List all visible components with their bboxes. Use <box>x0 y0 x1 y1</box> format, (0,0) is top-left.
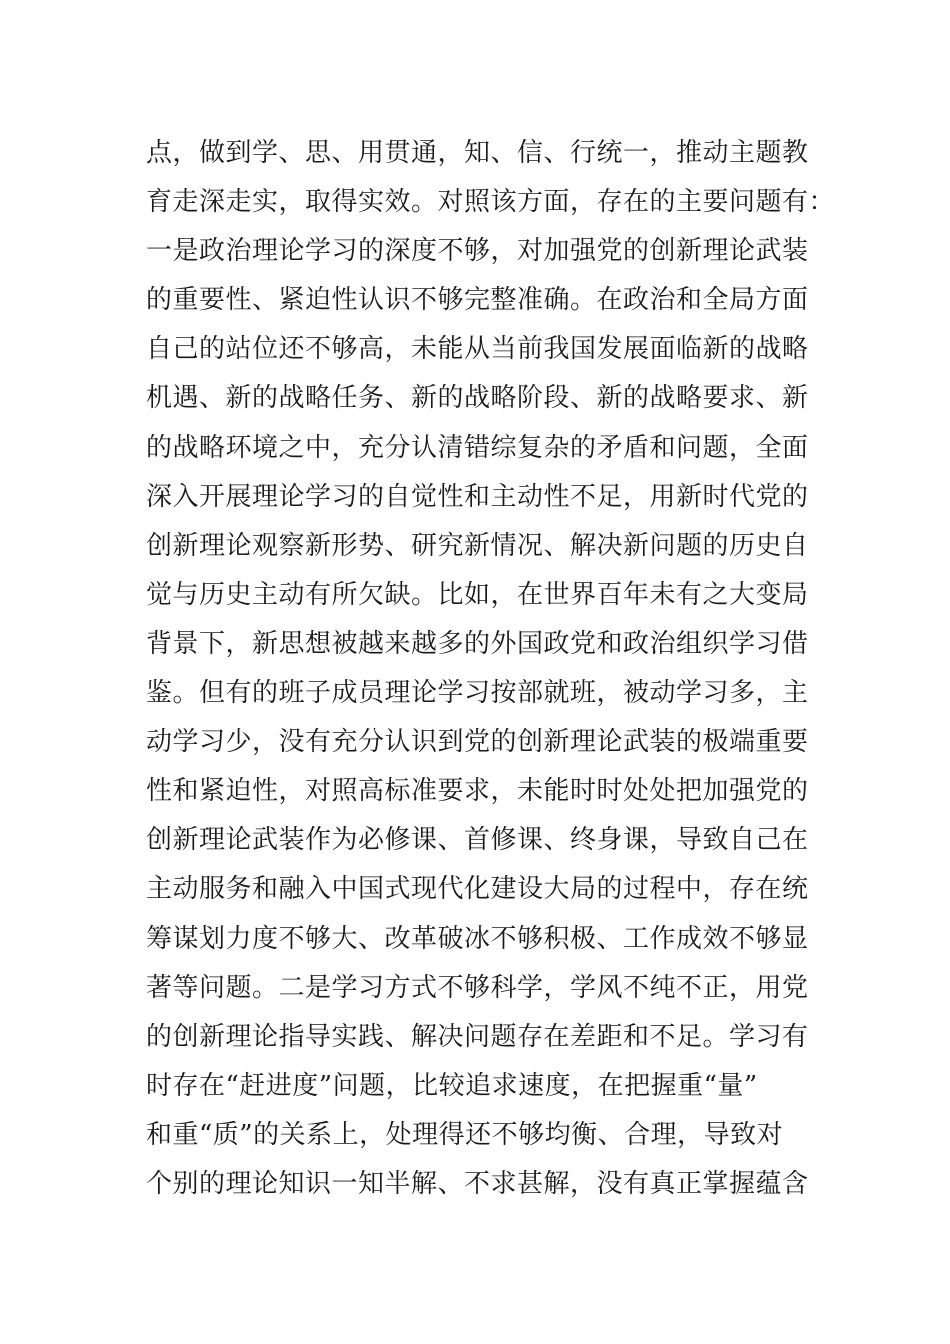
text-line: 创新理论武装作为必修课、首修课、终身课，导致自己在 <box>146 825 809 856</box>
text-line: 点，做到学、思、用贯通，知、信、行统一，推动主题教 <box>146 138 809 168</box>
text-line: 深入开展理论学习的自觉性和主动性不足，用新时代党的 <box>146 481 809 512</box>
text-line: 个别的理论知识一知半解、不求甚解，没有真正掌握蕴含 <box>146 1168 809 1199</box>
body-text <box>146 129 836 1209</box>
text-line: 筹谋划力度不够大、改革破冰不够积极、工作成效不够显 <box>146 923 809 954</box>
text-line: 时存在“赶进度”问题，比较追求速度，在把握重“量” <box>146 1070 758 1101</box>
text-line: 的重要性、紧迫性认识不够完整准确。在政治和全局方面 <box>146 285 809 316</box>
text-line: 鉴。但有的班子成员理论学习按部就班，被动学习多，主 <box>146 678 809 709</box>
text-line: 觉与历史主动有所欠缺。比如，在世界百年未有之大变局 <box>146 579 809 610</box>
text-line: 著等问题。二是学习方式不够科学，学风不纯不正，用党 <box>146 972 809 1003</box>
text-line: 一是政治理论学习的深度不够，对加强党的创新理论武装 <box>146 236 809 267</box>
text-line: 创新理论观察新形势、研究新情况、解决新问题的历史自 <box>146 530 809 561</box>
text-line: 育走深走实，取得实效。对照该方面，存在的主要问题有： <box>146 187 836 218</box>
text-line: 主动服务和融入中国式现代化建设大局的过程中，存在统 <box>146 874 809 905</box>
text-line: 性和紧迫性，对照高标准要求，未能时时处处把加强党的 <box>146 776 809 807</box>
text-line: 的战略环境之中，充分认清错综复杂的矛盾和问题，全面 <box>146 432 809 463</box>
text-line: 机遇、新的战略任务、新的战略阶段、新的战略要求、新 <box>146 383 809 414</box>
text-line: 背景下，新思想被越来越多的外国政党和政治组织学习借 <box>146 628 809 659</box>
text-line: 自己的站位还不够高，未能从当前我国发展面临新的战略 <box>146 334 809 365</box>
text-line: 的创新理论指导实践、解决问题存在差距和不足。学习有 <box>146 1021 809 1052</box>
text-line: 动学习少，没有充分认识到党的创新理论武装的极端重要 <box>146 727 809 758</box>
text-line: 和重“质”的关系上，处理得还不够均衡、合理，导致对 <box>146 1119 784 1150</box>
